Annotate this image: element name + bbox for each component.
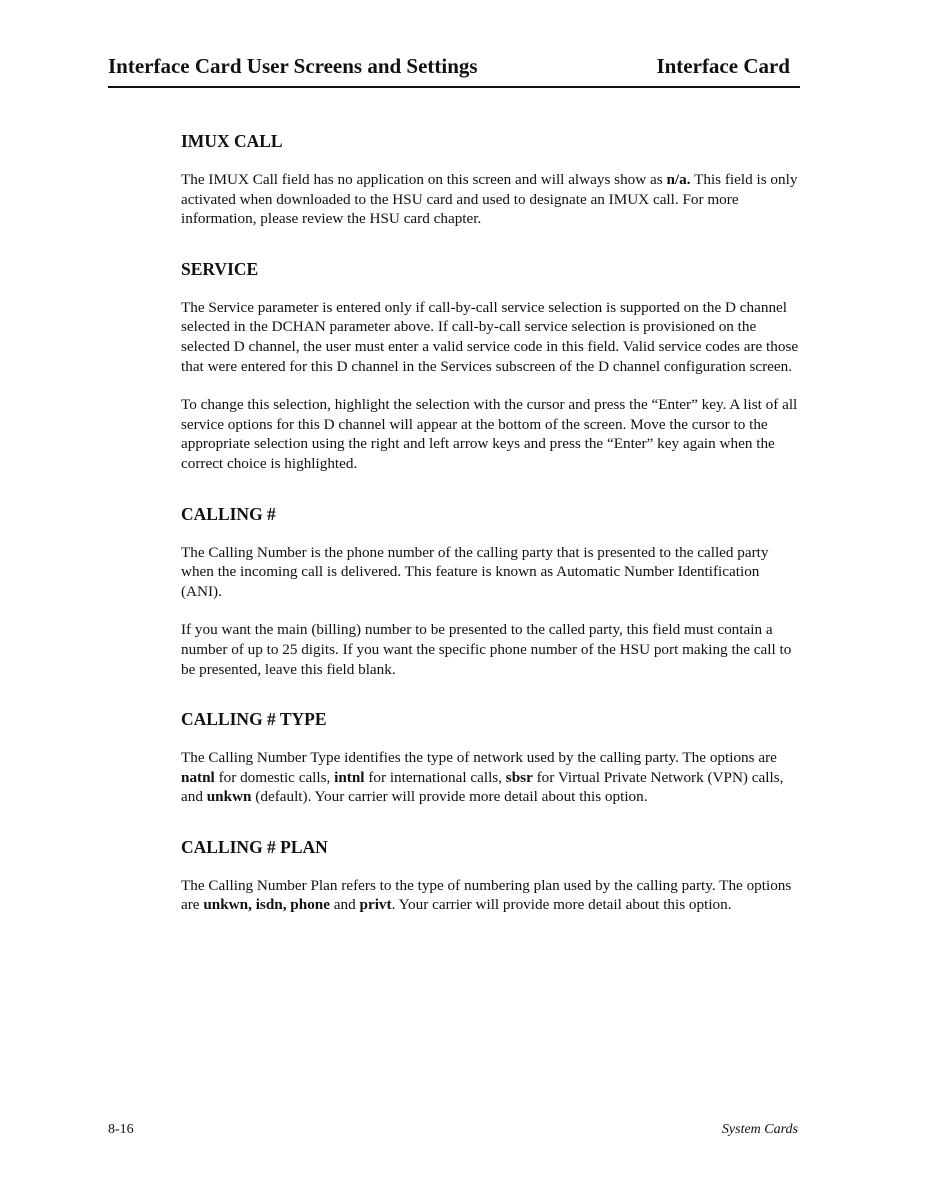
section-calling-number xyxy=(181,503,801,680)
section-heading: CALLING # PLAN xyxy=(181,836,328,857)
page-number: 8-16 xyxy=(108,1122,134,1137)
section-calling-number-plan xyxy=(181,836,801,915)
section-heading: IMUX CALL xyxy=(181,131,283,151)
page-content xyxy=(181,130,801,944)
section-heading: SERVICE xyxy=(181,258,259,279)
paragraph: To change this selection, highlight the selection with the cursor and press the “Enter” key. A list of all service options for this D channel will appear at the bottom of the screen. Move the cursor to the appropriate selection using the right and left arrow keys and press the “Enter” key again when the correct choice is highlighted. xyxy=(181,396,798,472)
section-service xyxy=(181,258,801,474)
paragraph: The Calling Number Type identifies the type of network used by the calling party. The options are natnl for domestic calls, intnl for international calls, sbsr for Virtual Private Network (VPN) calls, and unkwn (default). Your carrier will provide more detail about this option. xyxy=(181,749,784,806)
paragraph: If you want the main (billing) number to be presented to the called party, this field must contain a number of up to 25 digits. If you want the specific phone number of the HSU port making the call to be presented, leave this field blank. xyxy=(181,621,792,678)
header-chapter-title: Interface Card xyxy=(656,54,790,78)
section-calling-number-type xyxy=(181,708,801,807)
paragraph: The Service parameter is entered only if call-by-call service selection is supported on the D channel selected in the DCHAN parameter above. If call-by-call service selection is provisioned on the selected D channel, the user must enter a valid service code in this field. Valid service codes are those that were entered for this D channel in the Services subscreen of the D channel configuration screen. xyxy=(181,298,799,375)
running-header xyxy=(108,52,800,88)
header-section-title: Interface Card User Screens and Settings xyxy=(108,54,478,78)
section-imux-call xyxy=(181,130,801,229)
section-heading: CALLING # TYPE xyxy=(181,709,327,730)
footer-book-title: System Cards xyxy=(721,1122,798,1137)
paragraph: The Calling Number is the phone number of the calling party that is presented to the called party when the incoming call is delivered. This feature is known as Automatic Number Identification (ANI). xyxy=(181,543,769,600)
section-heading: CALLING # xyxy=(181,503,276,524)
paragraph: The Calling Number Plan refers to the type of numbering plan used by the calling party. The options are unkwn, isdn, phone and privt. Your carrier will provide more detail about this option. xyxy=(181,876,792,914)
paragraph: The IMUX Call field has no application on this screen and will always show as n/a. This field is only activated when downloaded to the HSU card and used to designate an IMUX call. For more information, please review the HSU card chapter. xyxy=(181,171,798,228)
